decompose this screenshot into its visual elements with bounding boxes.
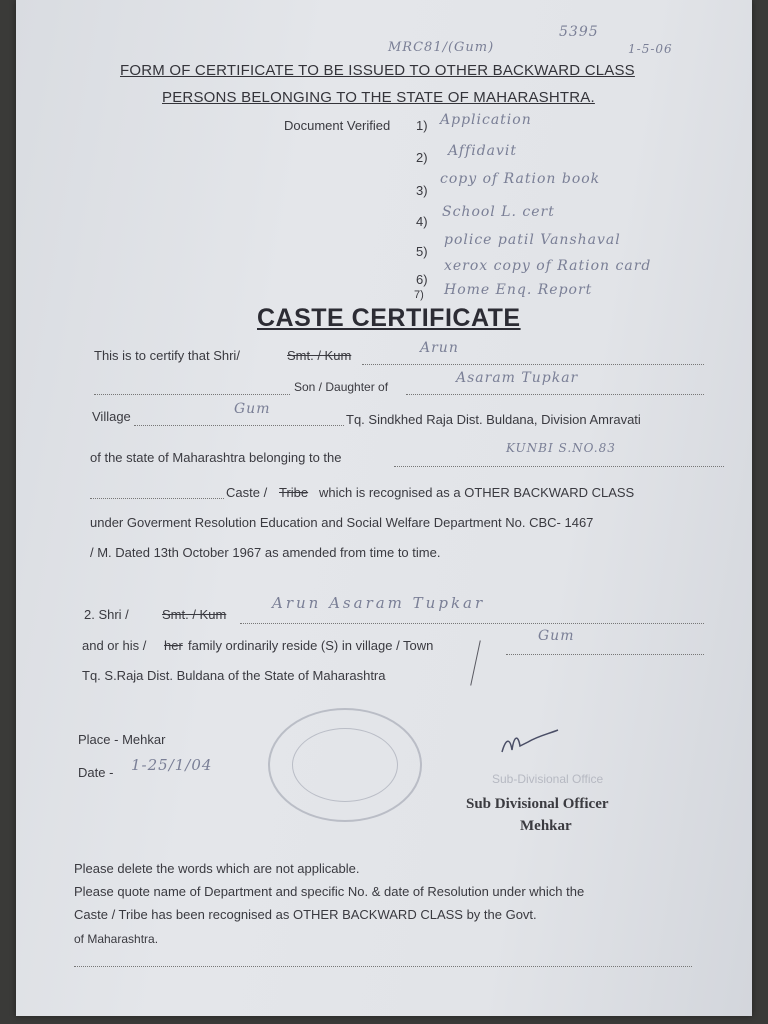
doc-item: xerox copy of Ration card — [444, 258, 652, 274]
officer-title: Sub Divisional Officer — [466, 796, 609, 812]
body-line1-prefix: This is to certify that Shri/ — [94, 348, 240, 363]
handwritten-number: 5395 — [559, 24, 599, 40]
doc-num: 7) — [414, 289, 424, 301]
form-heading-line1: FORM OF CERTIFICATE TO BE ISSUED TO OTHER BACKWARD CLASS — [120, 62, 635, 79]
doc-item: copy of Ration book — [440, 171, 601, 187]
place-label: Place - Mehkar — [78, 732, 166, 747]
certificate-title: CASTE CERTIFICATE — [257, 304, 521, 332]
body-tribe-strike: Tribe — [279, 485, 309, 500]
officer-place: Mehkar — [520, 818, 572, 834]
body-village-label: Village — [92, 409, 131, 424]
note-line1: Please delete the words which are not applicable. — [74, 861, 360, 876]
doc-num: 5) — [416, 244, 428, 259]
body-line5-rest: which is recognised as a OTHER BACKWARD CLASS — [319, 485, 635, 500]
certificate-document — [16, 0, 752, 1016]
handwritten-reference: MRC81/(Gum) — [388, 40, 495, 55]
handwritten-date: 1-25/1/04 — [131, 756, 213, 774]
note-line4: of Maharashtra. — [74, 932, 159, 946]
footer-divider — [74, 966, 692, 967]
section2-line3: Tq. S.Raja Dist. Buldana of the State of Maharashtra — [82, 668, 386, 683]
body-line4-text: of the state of Maharashtra belonging to the — [90, 450, 342, 465]
section2-line2-a: and or his / — [82, 638, 147, 653]
body-line1-strike: Smt. / Kum — [287, 348, 352, 363]
date-label: Date - — [78, 765, 114, 780]
official-seal — [268, 708, 422, 822]
section2-prefix: 2. Shri / — [84, 607, 129, 622]
doc-num: 2) — [416, 150, 428, 165]
signature — [498, 728, 562, 760]
doc-item: Application — [440, 112, 532, 128]
body-line3-rest: Tq. Sindkhed Raja Dist. Buldana, Division Amravati — [346, 412, 641, 427]
handwritten-name: Arun — [420, 340, 459, 356]
doc-num: 3) — [416, 183, 428, 198]
body-line7: / M. Dated 13th October 1967 as amended from time to time. — [90, 545, 441, 560]
note-line3: Caste / Tribe has been recognised as OTHER BACKWARD CLASS by the Govt. — [74, 907, 537, 922]
handwritten-town: Gum — [538, 628, 575, 644]
handwritten-caste: KUNBI S.NO.83 — [506, 441, 616, 455]
doc-item: Affidavit — [448, 143, 518, 159]
document-verified-label: Document Verified — [284, 118, 391, 133]
handwritten-father-name: Asaram Tupkar — [456, 370, 579, 386]
section2-line2-b: family ordinarily reside (S) in village / Town — [188, 638, 434, 653]
doc-item: Home Enq. Report — [444, 282, 593, 298]
faint-stamp-text: Sub-Divisional Office — [492, 772, 604, 786]
form-heading-line2: PERSONS BELONGING TO THE STATE OF MAHARASHTRA. — [162, 89, 595, 106]
doc-item: School L. cert — [442, 204, 555, 220]
body-line6: under Goverment Resolution Education and Social Welfare Department No. CBC- 1467 — [90, 515, 594, 530]
section2-strike: Smt. / Kum — [162, 607, 227, 622]
handwritten-full-name: Arun Asaram Tupkar — [272, 594, 486, 612]
handwritten-village: Gum — [234, 401, 271, 417]
doc-num: 4) — [416, 214, 428, 229]
body-caste-label: Caste / — [226, 485, 268, 500]
section2-her-strike: her — [164, 638, 183, 653]
note-line2: Please quote name of Department and specific No. & date of Resolution under which the — [74, 884, 585, 899]
doc-num: 1) — [416, 118, 428, 133]
handwritten-date: 1-5-06 — [628, 42, 673, 56]
doc-item: police patil Vanshaval — [444, 232, 621, 248]
body-line2-text: Son / Daughter of — [294, 380, 389, 394]
doc-num: 6) — [416, 272, 428, 287]
